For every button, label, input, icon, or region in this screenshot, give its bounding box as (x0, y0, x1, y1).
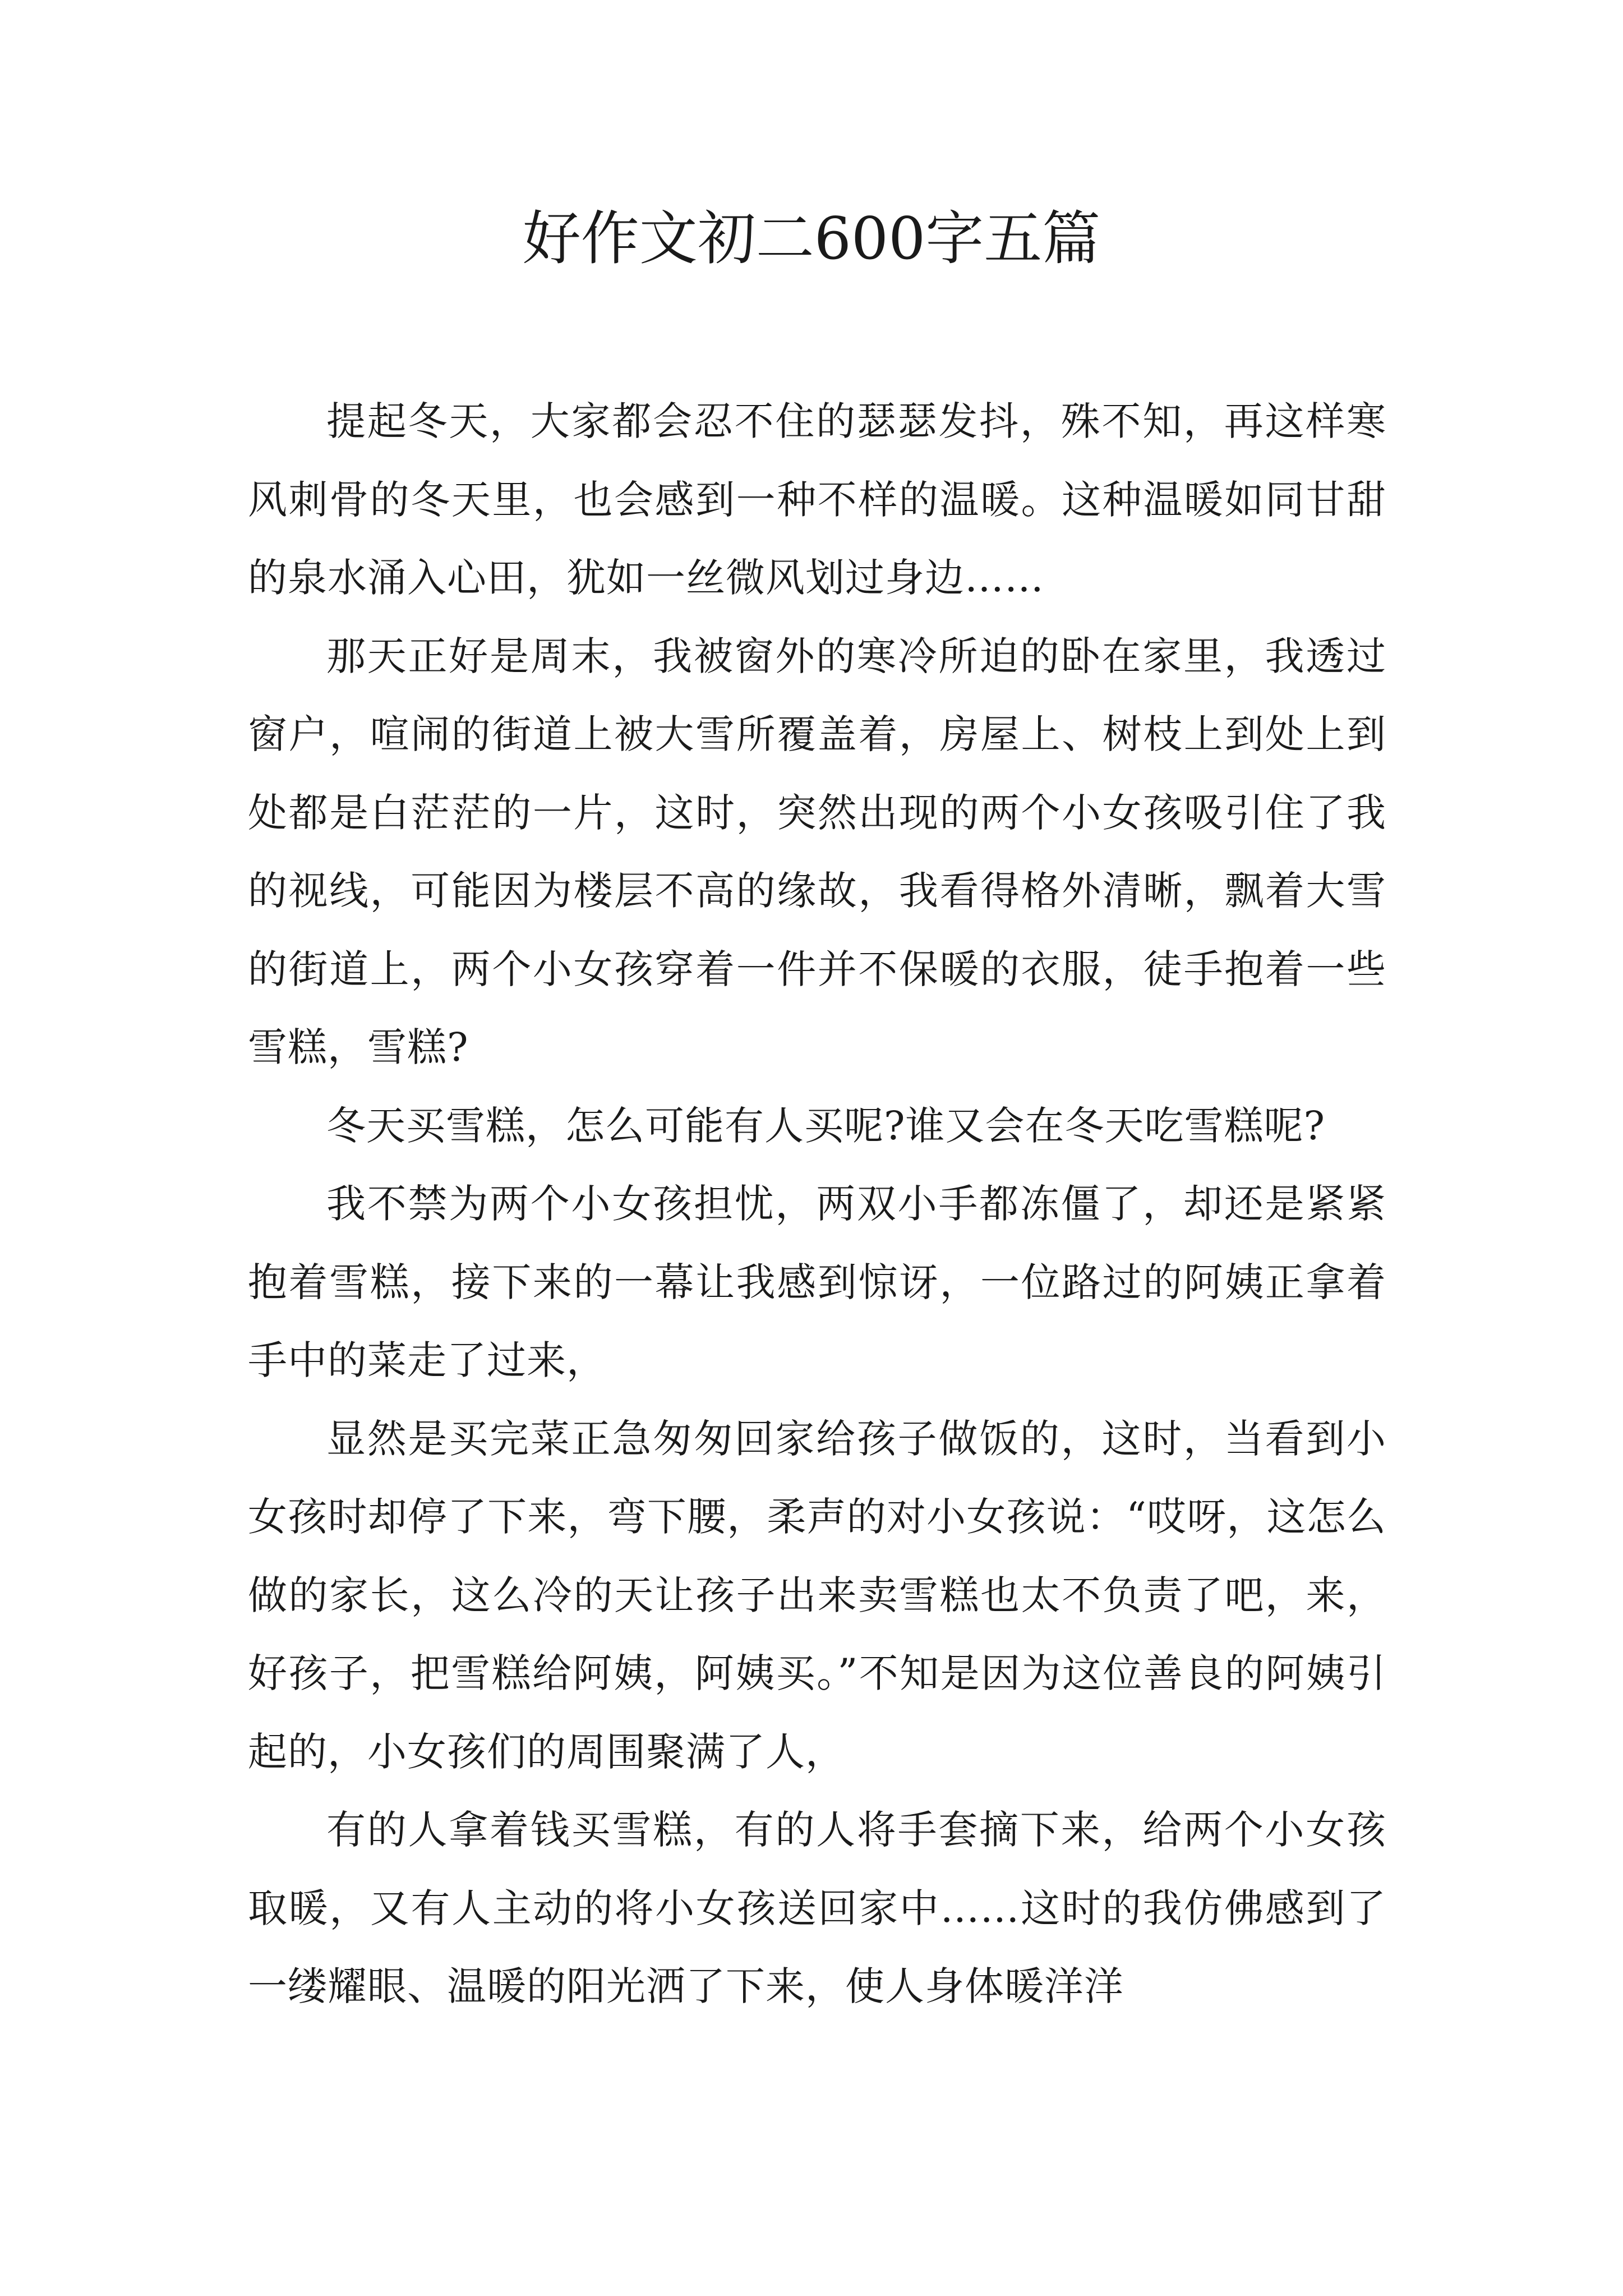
paragraph: 冬天买雪糕，怎么可能有人买呢?谁又会在冬天吃雪糕呢? (326, 1102, 1326, 1149)
document-title: 好作文初二600字五篇 (522, 204, 1101, 273)
paragraph: 我不禁为两个小女孩担忧，两双小手都冻僵了，却还是紧紧抱着雪糕，接下来的一幕让我感到惊讶，一位路过的阿姨正拿着手中的菜走了过来， (248, 1181, 1386, 1383)
paragraph: 提起冬天，大家都会忍不住的瑟瑟发抖，殊不知，再这样寒风刺骨的冬天里，也会感到一种不样的温暖。这种温暖如同甘甜的泉水涌入心田，犹如一丝微风划过身边…… (248, 398, 1386, 601)
document-body (248, 383, 1386, 2026)
paragraph: 那天正好是周末，我被窗外的寒冷所迫的卧在家里，我透过窗户，喧闹的街道上被大雪所覆盖着，房屋上、树枝上到处上到处都是白茫茫的一片，这时，突然出现的两个小女孩吸引住了我的视线，可能因为楼层不高的缘故，我看得格外清晰，飘着大雪的街道上，两个小女孩穿着一件并不保暖的衣服，徒手抱着一些雪糕，雪糕? (248, 633, 1386, 1070)
paragraph: 显然是买完菜正急匆匆回家给孩子做饭的，这时，当看到小女孩时却停了下来，弯下腰，柔声的对小女孩说：“哎呀，这怎么做的家长，这么冷的天让孩子出来卖雪糕也太不负责了吧，来，好孩子，把雪糕给阿姨，阿姨买。”不知是因为这位善良的阿姨引起的，小女孩们的周围聚满了人， (248, 1415, 1386, 1775)
paragraph: 有的人拿着钱买雪糕，有的人将手套摘下来，给两个小女孩取暖，又有人主动的将小女孩送回家中……这时的我仿佛感到了一缕耀眼、温暖的阳光洒了下来，使人身体暖洋洋 (248, 1807, 1386, 2009)
